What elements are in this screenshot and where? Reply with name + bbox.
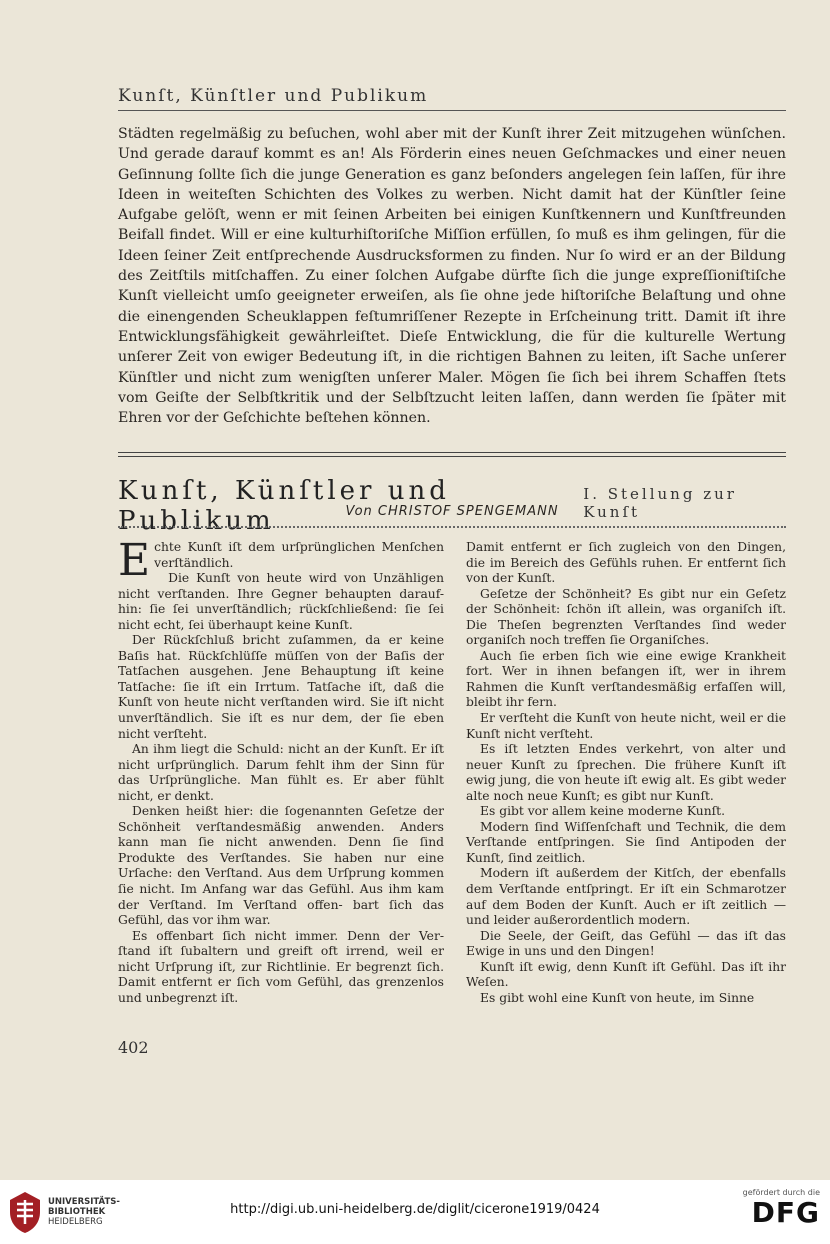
dotted-rule xyxy=(118,526,786,528)
left-paragraph: Die Kunſt von heute wird von Unzähligen nicht verſtanden. Ihre Gegner behaupten darauf- hin: ſie ſei unverſtändlich; rückſchließend: ſie ſei nicht echt, ſei überhaupt keine Kunſt. xyxy=(118,571,444,632)
viewer-footer xyxy=(0,1180,830,1244)
right-paragraph: Die Seele, der Geiſt, das Gefühl — das iſt das Ewige in uns und den Dingen! xyxy=(466,928,786,959)
article-subtitle: I. Stellung zur Kunſt xyxy=(583,485,737,521)
right-paragraph: Modern ſind Wiſſenſchaft und Technik, die dem Verſtande entſpringen. Sie ſind Antipoden der Kunſt, ſind zeitlich. xyxy=(466,819,786,865)
right-paragraph: Geſetze der Schönheit? Es gibt nur ein Geſetz der Schönheit: ſchön iſt allein, was organiſch iſt. Die Theſen begrenzten Verſtandes ſind weder organiſch noch treffen ſie Organiſches. xyxy=(466,586,786,648)
drop-cap: E xyxy=(118,535,151,586)
library-name-line: HEIDELBERG xyxy=(48,1217,103,1227)
funding-caption: gefördert durch die xyxy=(742,1188,820,1197)
left-paragraph: Der Rückſchluß bricht zuſammen, da er keine Baſis hat. Rückſchlüſſe müſſen von der Baſis der Tatſachen ausgehen. Jene Behauptung iſt keine Tatſache: ſie iſt ein Irrtum. Tatſache iſt, daß die Kunſt von heute nicht verſtanden wird. Sie iſt nicht unverſtändlich. Sie iſt es nur dem, der ſie eben nicht verſteht. xyxy=(118,633,444,741)
right-column xyxy=(466,540,786,1006)
intro-paragraph: Städten regelmäßig zu beſuchen, wohl aber mit der Kunſt ihrer Zeit mitzugehen wünſchen. Und gerade darauf kommt es an! Als Förderin eines neuen Geſchmackes und einer neuen Geſinnung ſollte ſich die junge Generation es ganz beſonders angelegen ſein laſſen, für ihre Ideen in weiteſten Schichten des Volkes zu werben. Nicht damit hat der Künſtler ſeine Aufgabe gelöſt, wenn er mit ſeinen Arbeiten bei einigen Kunſtkennern und Kunſtfreunden Beifall findet. Will er eine kulturhiſtoriſche Miſſion erfüllen, ſo muß es ihm gelingen, für die Ideen ſeiner Zeit entſprechende Ausdrucksformen zu finden. Nur ſo wird er an der Bildung des Zeitſtils mitſchaffen. Zu einer ſolchen Aufgabe dürfte ſich die junge expreſſioniſtiſche Kunſt vielleicht umſo geeigneter erweiſen, als ſie ohne jede hiſtoriſche Belaſtung und ohne die einengenden Scheuklappen feſtumriſſener Rezepte in Erſcheinung tritt. Damit iſt ihre Entwicklungsfähigkeit gewährleiſtet. Dieſe Entwicklung, die für die kulturelle Wertung unſerer Zeit von ewiger Bedeutung iſt, in die richtigen Bahnen zu leiten, iſt Sache unſerer Künſtler und nicht zum wenigſten unſerer Maler. Mögen ſie ſich bei ihrem Schaffen ſtets vom Geiſte der Selbſtkritik und der Selbſtzucht leiten laſſen, dann werden ſie ſpäter mit Ehren vor der Geſchichte beſtehen können. xyxy=(118,126,786,427)
dfg-mark: DFG xyxy=(751,1196,820,1229)
left-paragraph-0 xyxy=(118,535,444,586)
left-first-text: chte Kunſt iſt dem urſprünglichen Menſchen verſtändlich. xyxy=(154,540,444,570)
right-paragraph: Kunſt iſt ewig, denn Kunſt iſt Gefühl. Das iſt ihr Weſen. xyxy=(466,959,786,990)
left-column xyxy=(118,535,444,1006)
library-name-line: UNIVERSITÄTS- xyxy=(48,1197,120,1207)
running-head: Kunſt, Künſtler und Publikum xyxy=(118,86,429,106)
section-rule-bottom xyxy=(118,456,786,457)
byline: Von CHRISTOF SPENGEMANN xyxy=(345,504,559,519)
permalink-url[interactable]: http://digi.ub.uni-heidelberg.de/diglit/cicerone1919/0424 xyxy=(230,1202,600,1217)
left-paragraph: Es offenbart ſich nicht immer. Denn der Ver- ſtand iſt ſubaltern und greift oft irrend, weil er nicht Urſprung iſt, zur Richtlinie. Er begrenzt ſich. Damit entfernt er ſich vom Gefühl, das grenzenlos und unbegrenzt iſt. xyxy=(118,928,444,1005)
dfg-logo[interactable] xyxy=(743,1188,820,1229)
page-number: 402 xyxy=(118,1038,149,1057)
header-rule xyxy=(118,110,786,111)
right-paragraph: Modern iſt außerdem der Kitſch, der ebenfalls dem Verſtande entſpringt. Er iſt ein Schmarotzer auf dem Boden der Kunſt. Auch er iſt zeitlich — und leider außerordentlich modern. xyxy=(466,866,786,928)
right-paragraph-0: Damit entfernt er ſich zugleich von den Dingen, die im Bereich des Gefühls ruhen. Er entfernt ſich von der Kunſt. xyxy=(466,540,786,586)
right-paragraph: Es gibt vor allem keine moderne Kunſt. xyxy=(480,804,726,819)
right-paragraph: Es gibt wohl eine Kunſt von heute, im Sinne xyxy=(480,990,755,1005)
article-title: Kunſt, Künſtler und Publikum xyxy=(118,476,450,536)
left-paragraph: An ihm liegt die Schuld: nicht an der Kunſt. Er iſt nicht urſprünglich. Darum fehlt ihm der Sinn für das Urſprüngliche. Man fühlt es. Er aber fühlt nicht, er denkt. xyxy=(118,742,444,803)
right-paragraph: Auch ſie erben ſich wie eine ewige Krankheit fort. Wer in ihnen befangen iſt, wer in ihrem Rahmen die Kunſt verſtandesmäßig erfaſſen will, bleibt ihr fern. xyxy=(466,648,786,710)
library-name-line: BIBLIOTHEK xyxy=(48,1207,106,1217)
section-rule-top xyxy=(118,452,786,453)
right-paragraph: Es iſt letzten Endes verkehrt, von alter und neuer Kunſt zu ſprechen. Die frühere Kunſt iſt ewig jung, die von heute iſt ewig alt. Es gibt weder alte noch neue Kunſt; es gibt nur Kunſt. xyxy=(466,742,786,803)
left-paragraph: Denken heißt hier: die ſogenannten Geſetze der Schönheit verſtandesmäßig anwenden. Anders kann man ſie nicht anwenden. Denn ſie ſind Produkte des Verſtandes. Sie haben nur eine Urſache: den Verſtand. Aus dem Urſprung kommen ſie nicht. Im Anfang war das Gefühl. Aus ihm kam der Verſtand. Im Verſtand offen- bart ſich das Gefühl, das vor ihm war. xyxy=(118,804,444,928)
right-paragraph: Er verſteht die Kunſt von heute nicht, weil er die Kunſt nicht verſteht. xyxy=(466,711,786,741)
